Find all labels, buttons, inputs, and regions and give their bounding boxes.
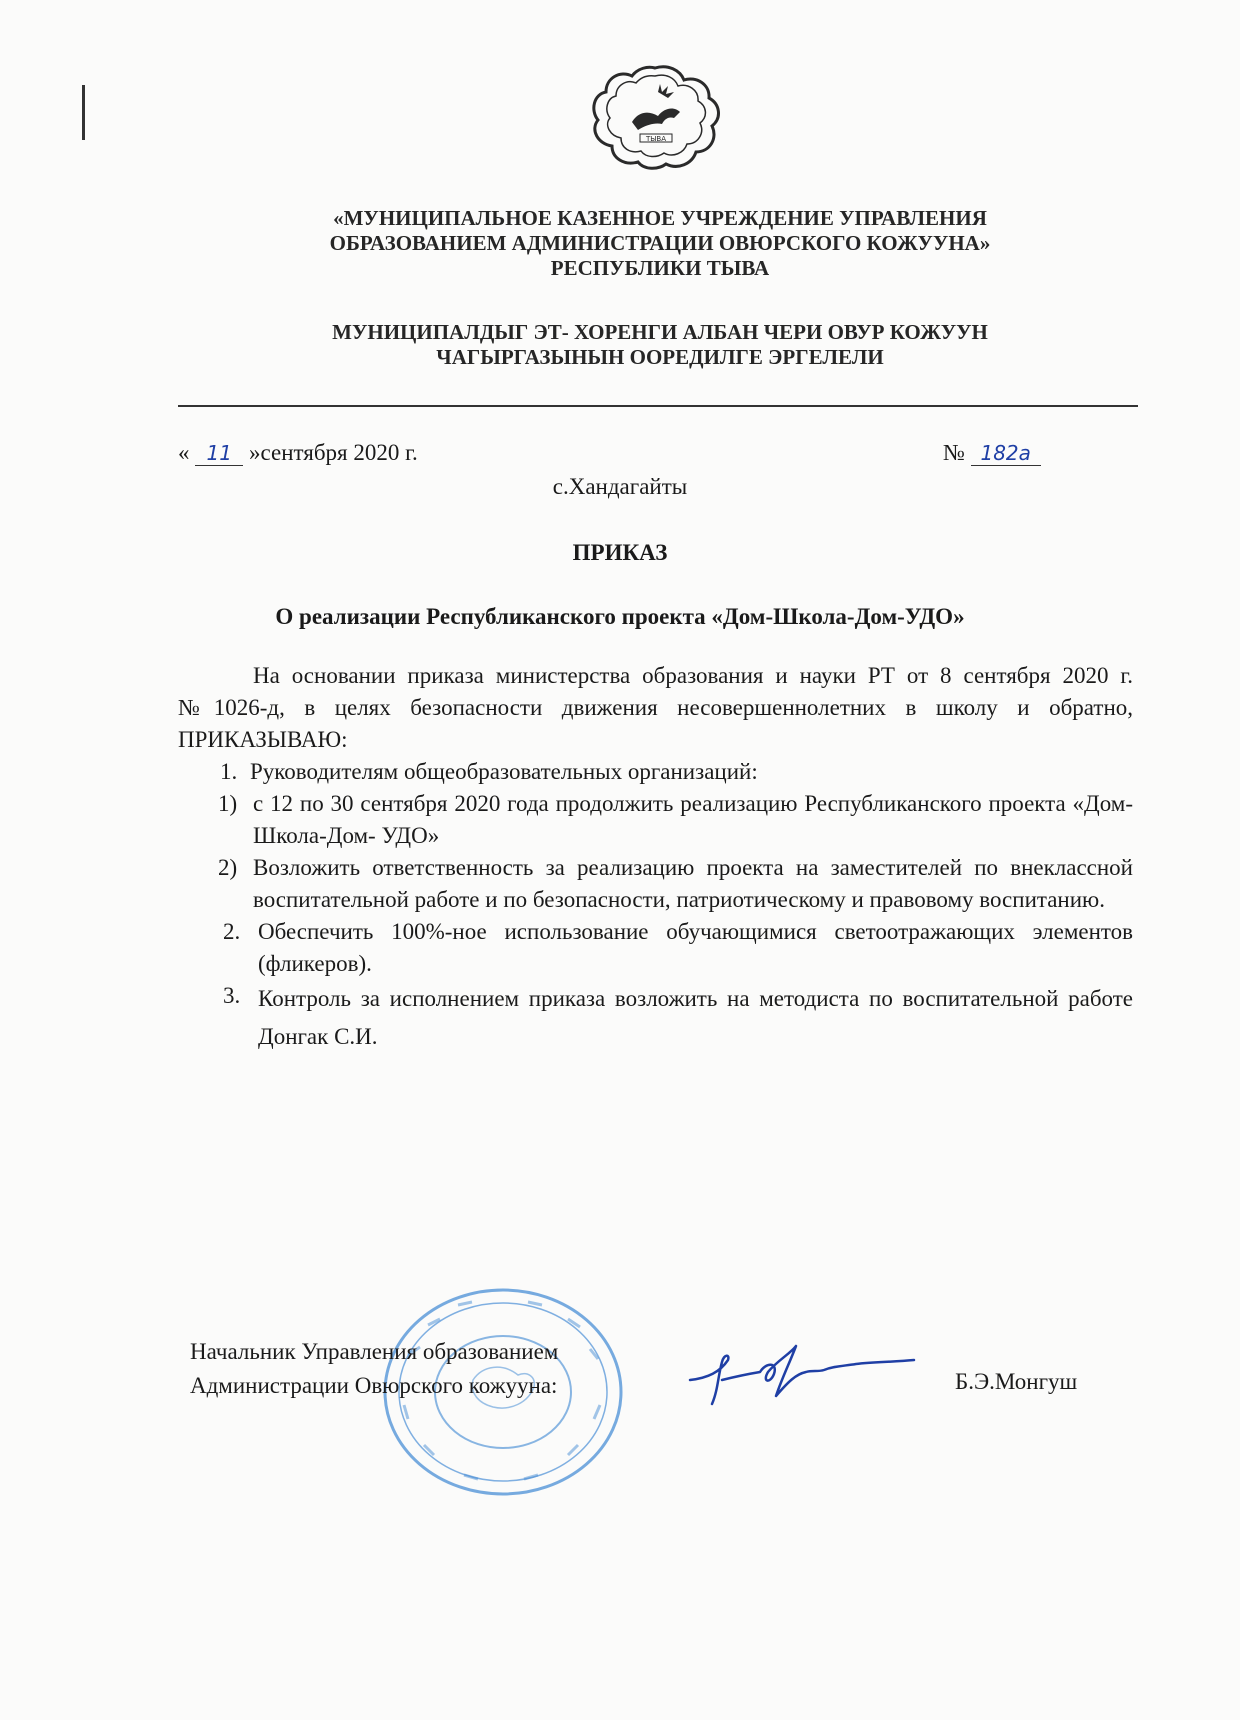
number-value-handwritten: 182а <box>971 441 1041 466</box>
order-title: ПРИКАЗ <box>572 540 668 565</box>
item-marker: 1) <box>218 791 238 816</box>
order-number <box>943 440 1041 466</box>
item-text: с 12 по 30 сентября 2020 года продолжить реализацию Республиканского проекта «Дом-Школа-Дом- УДО» <box>253 791 1133 848</box>
list-item <box>178 916 1133 980</box>
order-subject: О реализации Республиканского проекта «Дом-Школа-Дом-УДО» <box>275 604 965 629</box>
signatory-title <box>190 1335 558 1403</box>
header-line: РЕСПУБЛИКИ ТЫВА <box>550 256 770 280</box>
list-item <box>178 980 1133 1056</box>
list-item <box>178 756 1133 788</box>
list-item <box>178 852 1133 916</box>
date-day-handwritten: 11 <box>195 441 243 466</box>
intro-paragraph: На основании приказа министерства образования и науки РТ от 8 сентября 2020 г. №1026-д, в целях безопасности движения несовершеннолетних в школу и обратно, ПРИКАЗЫВАЮ: <box>178 663 1133 752</box>
number-label: № <box>943 440 965 465</box>
item-marker: 1. <box>220 759 238 784</box>
item-marker: 3. <box>223 983 241 1008</box>
header-russian <box>170 206 1150 281</box>
signer-name: Б.Э.Монгуш <box>955 1369 1078 1394</box>
emblem-icon <box>588 62 723 172</box>
header-line: МУНИЦИПАЛДЫГ ЭТ- ХОРЕНГИ АЛБАН ЧЕРИ ОВУР КОЖУУН <box>332 320 988 344</box>
handwritten-signature-icon <box>678 1332 928 1412</box>
item-marker: 2) <box>218 855 238 880</box>
list-item <box>178 788 1133 852</box>
header-line: «МУНИЦИПАЛЬНОЕ КАЗЕННОЕ УЧРЕЖДЕНИЕ УПРАВЛЕНИЯ <box>333 206 987 230</box>
order-date <box>178 440 418 466</box>
emblem-label: ТЫВА <box>645 135 667 143</box>
header-tuvan <box>170 320 1150 370</box>
item-text: Контроль за исполнением приказа возложить на методиста по воспитательной работе Донгак С.И. <box>258 986 1133 1049</box>
date-month-year: »сентября 2020 г. <box>249 440 418 465</box>
header-divider <box>178 405 1138 407</box>
item-marker: 2. <box>223 919 241 944</box>
item-text: Возложить ответственность за реализацию проекта на заместителей по внеклассной воспитательной работе и по безопасности, патриотическому и правовому воспитанию. <box>253 855 1133 912</box>
header-line: ЧАГЫРГАЗЫНЫН ООРЕДИЛГЕ ЭРГЕЛЕЛИ <box>436 345 884 369</box>
signatory-line: Администрации Овюрского кожууна: <box>190 1373 558 1398</box>
header-line: ОБРАЗОВАНИЕМ АДМИНИСТРАЦИИ ОВЮРСКОГО КОЖУУНА» <box>329 231 991 255</box>
item-text: Обеспечить 100%-ное использование обучающимися светоотражающих элементов (фликеров). <box>258 919 1133 976</box>
date-open-quote: « <box>178 440 190 465</box>
item-text: Руководителям общеобразовательных организаций: <box>250 759 758 784</box>
margin-mark <box>82 85 85 140</box>
signatory-line: Начальник Управления образованием <box>190 1339 559 1364</box>
place-name: с.Хандагайты <box>552 474 688 499</box>
order-body <box>178 660 1133 1056</box>
